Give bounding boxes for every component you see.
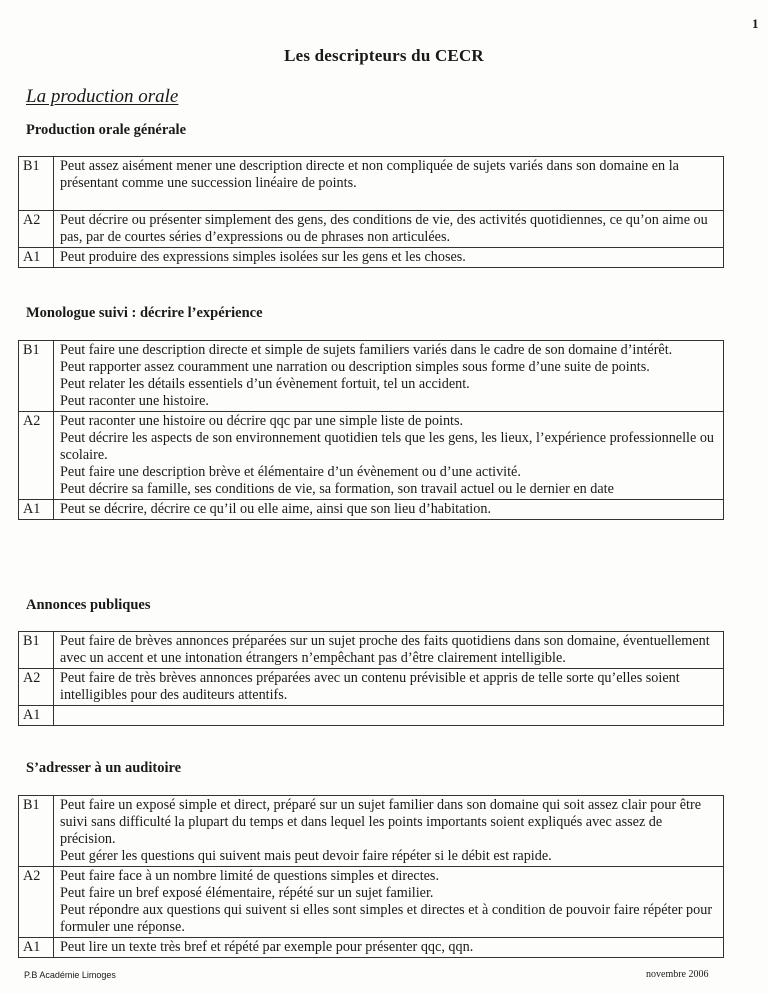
descriptor-line: Peut décrire les aspects de son environnement quotidien tels que les gens, les lieux, l’expérience professionnelle ou scolaire.	[60, 430, 715, 463]
table-row	[19, 867, 724, 938]
descriptor-line: Peut faire une description brève et élémentaire d’un évènement ou d’une activité.	[60, 464, 521, 480]
table-row	[19, 938, 724, 958]
table-row	[19, 157, 724, 211]
table-row	[19, 500, 724, 520]
block-heading-monologue-suivi: Monologue suivi : décrire l’expérience	[26, 305, 263, 321]
descriptor-cell	[54, 632, 724, 669]
level-cell: B1	[19, 796, 54, 867]
descriptor-line: Peut faire de brèves annonces préparées sur un sujet proche des faits quotidiens dans son domaine, éventuellement avec un accent et une intonation étrangers n’empêchant pas d’être clairement intelligible.	[60, 633, 710, 666]
descriptor-line: Peut se décrire, décrire ce qu’il ou elle aime, ainsi que son lieu d’habitation.	[60, 501, 491, 517]
table-row	[19, 632, 724, 669]
descriptor-table-annonces-publiques	[18, 631, 724, 726]
descriptor-line: Peut relater les détails essentiels d’un évènement fortuit, tel un accident.	[60, 376, 470, 392]
block-heading-production-generale: Production orale générale	[26, 122, 187, 138]
level-cell: A2	[19, 412, 54, 500]
descriptor-cell	[54, 669, 724, 706]
descriptor-line: Peut décrire ou présenter simplement des gens, des conditions de vie, des activités quotidiennes, ce qu’on aime ou pas, par de courtes séries d’expressions ou de phrases non articulées.	[60, 212, 708, 245]
descriptor-line: Peut rapporter assez couramment une narration ou description simples sous forme d’une suite de points.	[60, 359, 650, 375]
descriptor-line: Peut faire un exposé simple et direct, préparé sur un sujet familier dans son domaine qui soit assez clair pour être suivi sans difficulté la plupart du temps et dans lequel les points importants soient expliqués avec assez de précision.	[60, 797, 701, 847]
descriptor-line: Peut lire un texte très bref et répété par exemple pour présenter qqc, qqn.	[60, 939, 474, 955]
level-cell: A1	[19, 706, 54, 726]
descriptor-cell	[54, 248, 724, 268]
page-number: 1	[752, 16, 759, 31]
descriptor-line: Peut faire un bref exposé élémentaire, répété sur un sujet familier.	[60, 885, 434, 901]
level-cell: A2	[19, 867, 54, 938]
document-title: Les descripteurs du CECR	[284, 46, 484, 65]
descriptor-cell-empty	[54, 706, 724, 726]
descriptor-table-monologue-suivi	[18, 340, 724, 520]
table-row	[19, 341, 724, 412]
table-row	[19, 669, 724, 706]
descriptor-cell	[54, 211, 724, 248]
level-cell: A1	[19, 248, 54, 268]
descriptor-cell	[54, 500, 724, 520]
level-cell: A2	[19, 211, 54, 248]
descriptor-line: Peut répondre aux questions qui suivent si elles sont simples et directes et à condition de pouvoir faire répéter pour formuler une réponse.	[60, 902, 713, 935]
table-row	[19, 796, 724, 867]
descriptor-cell	[54, 938, 724, 958]
table-row	[19, 412, 724, 500]
descriptor-table-production-generale	[18, 156, 724, 268]
descriptor-line: Peut faire face à un nombre limité de questions simples et directes.	[60, 868, 440, 884]
table-row	[19, 248, 724, 268]
descriptor-table-adresser-auditoire	[18, 795, 724, 958]
level-cell: A2	[19, 669, 54, 706]
level-cell: A1	[19, 938, 54, 958]
descriptor-line: Peut produire des expressions simples isolées sur les gens et les choses.	[60, 249, 466, 265]
descriptor-line: Peut raconter une histoire ou décrire qqc par une simple liste de points.	[60, 413, 464, 429]
descriptor-line: Peut faire une description directe et simple de sujets familiers variés dans le cadre de son domaine d’intérêt.	[60, 342, 673, 358]
section-title: La production orale	[26, 86, 179, 107]
table-row	[19, 211, 724, 248]
block-heading-adresser-auditoire: S’adresser à un auditoire	[26, 760, 182, 776]
level-cell: B1	[19, 632, 54, 669]
descriptor-cell	[54, 341, 724, 412]
descriptor-cell	[54, 796, 724, 867]
descriptor-line: Peut faire de très brèves annonces préparées avec un contenu prévisible et appris de telle sorte qu’elles soient intelligibles pour des auditeurs attentifs.	[60, 670, 680, 703]
footer-left: P.B Académie Limoges	[24, 970, 116, 980]
block-heading-annonces-publiques: Annonces publiques	[26, 597, 151, 613]
descriptor-line: Peut raconter une histoire.	[60, 393, 209, 409]
level-cell: B1	[19, 341, 54, 412]
descriptor-cell	[54, 412, 724, 500]
descriptor-line: Peut décrire sa famille, ses conditions de vie, sa formation, son travail actuel ou le dernier en date	[60, 481, 614, 497]
level-cell: B1	[19, 157, 54, 211]
descriptor-cell	[54, 867, 724, 938]
descriptor-cell	[54, 157, 724, 211]
descriptor-line: Peut assez aisément mener une description directe et non compliquée de sujets variés dans son domaine en la présentant comme une succession linéaire de points.	[60, 158, 679, 191]
descriptor-line: Peut gérer les questions qui suivent mais peut devoir faire répéter si le débit est rapide.	[60, 848, 552, 864]
level-cell: A1	[19, 500, 54, 520]
footer-right: novembre 2006	[646, 969, 709, 980]
table-row	[19, 706, 724, 726]
